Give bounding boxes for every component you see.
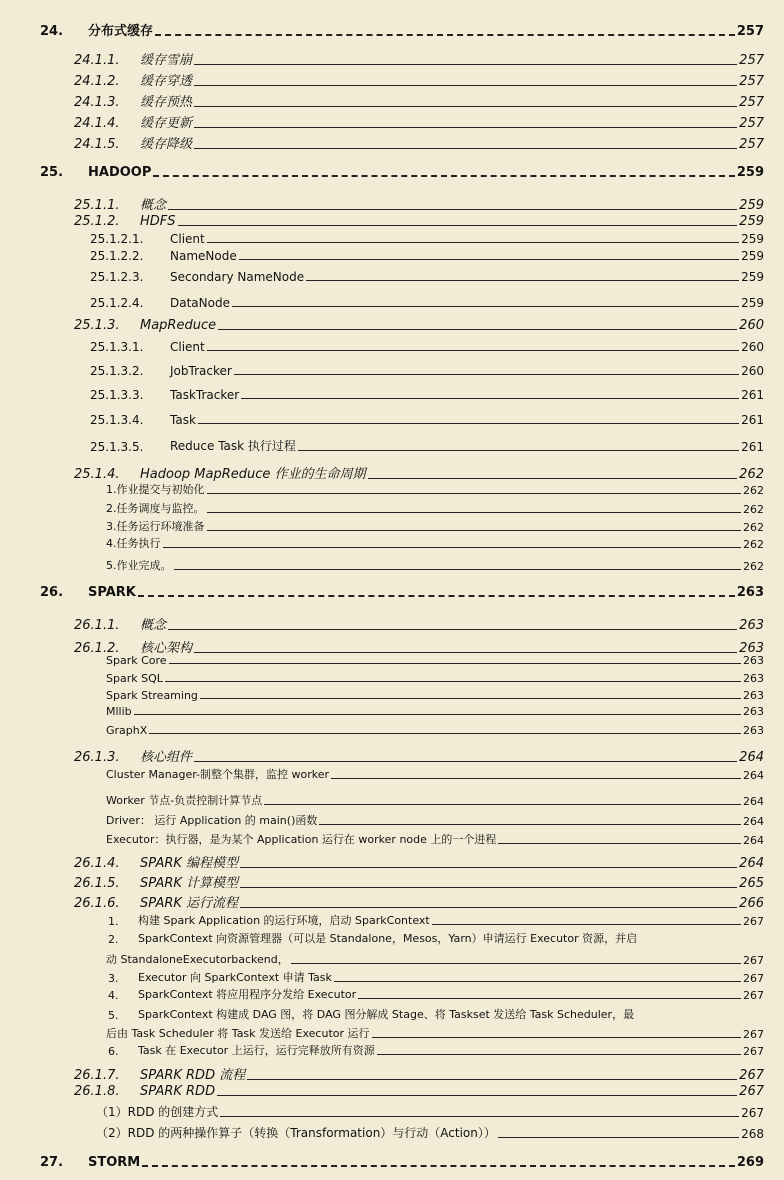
toc-entry-number: 3. — [108, 972, 119, 985]
toc-entry-title: Executor 向 SparkContext 申请 Task — [138, 971, 332, 984]
toc-page-number: 267 — [743, 915, 764, 928]
toc-entry-title: Cluster Manager-制整个集群，监控 worker — [106, 768, 330, 781]
toc-leader-line — [207, 512, 742, 513]
toc-page-number: 259 — [736, 165, 764, 180]
toc-entry-number: 4. — [108, 989, 119, 1002]
toc-entry-number: 25.1.3. — [74, 318, 120, 333]
toc-leader-line — [155, 34, 735, 36]
toc-page-number: 262 — [743, 521, 764, 534]
toc-entry-number: 26.1.5. — [74, 876, 120, 891]
toc-entry-number: 1. — [108, 915, 119, 928]
toc-entry[interactable] — [0, 194, 784, 213]
toc-entry-number: 26.1.1. — [74, 618, 120, 633]
toc-entry[interactable] — [0, 724, 784, 737]
toc-entry-number: 5. — [108, 1009, 119, 1022]
toc-page-number: 259 — [739, 214, 764, 229]
toc-leader-line — [306, 280, 739, 281]
toc-entry[interactable] — [0, 831, 784, 847]
toc-entry-number: 2. — [108, 933, 119, 946]
toc-entry[interactable] — [0, 892, 784, 911]
toc-entry[interactable] — [0, 249, 784, 263]
toc-entry-number: 25.1.2.2. — [90, 249, 144, 263]
toc-leader-line — [134, 714, 741, 715]
toc-entry-title: SPARK 计算模型 — [140, 876, 239, 891]
toc-entry[interactable] — [0, 912, 784, 928]
toc-entry[interactable] — [0, 535, 784, 551]
toc-leader-line — [247, 1079, 737, 1080]
toc-page-number: 257 — [739, 53, 764, 68]
toc-page-number: 262 — [743, 484, 764, 497]
toc-entry-number: 6. — [108, 1045, 119, 1058]
toc-leader-line — [207, 350, 739, 351]
toc-leader-line — [264, 804, 741, 805]
toc-entry-title: TaskTracker — [170, 388, 240, 402]
toc-entry-title: MapReduce — [140, 318, 217, 333]
toc-leader-line — [165, 681, 741, 682]
toc-entry[interactable] — [0, 951, 784, 967]
toc-page-number: 257 — [739, 116, 764, 131]
toc-page-number: 264 — [739, 750, 764, 765]
toc-leader-line — [200, 698, 741, 699]
toc-leader-line — [291, 963, 741, 964]
toc-entry[interactable] — [0, 20, 784, 39]
toc-entry-number: 27. — [40, 1155, 64, 1170]
toc-leader-line — [217, 1095, 737, 1096]
toc-leader-line — [234, 374, 739, 375]
toc-entry-number: 26.1.2. — [74, 641, 120, 656]
toc-page-number: 268 — [741, 1127, 764, 1141]
toc-entry-number: 26.1.7. — [74, 1068, 120, 1083]
toc-entry-title: Mllib — [106, 705, 132, 718]
toc-entry[interactable] — [0, 165, 784, 180]
toc-leader-line — [194, 106, 737, 107]
toc-page-number: 262 — [743, 538, 764, 551]
toc-entry[interactable] — [0, 91, 784, 110]
toc-entry[interactable] — [0, 1025, 784, 1041]
toc-entry[interactable] — [0, 463, 784, 482]
toc-leader-line — [194, 148, 737, 149]
toc-entry-title: GraphX — [106, 724, 148, 737]
toc-entry[interactable] — [0, 1124, 784, 1141]
toc-leader-line — [149, 733, 741, 734]
toc-page-number: 265 — [739, 876, 764, 891]
toc-entry[interactable] — [0, 318, 784, 333]
toc-page-number: 263 — [743, 689, 764, 702]
toc-page-number: 263 — [736, 585, 764, 600]
toc-entry-number: 26.1.4. — [74, 856, 120, 871]
toc-page-number: 257 — [739, 95, 764, 110]
toc-entry[interactable] — [0, 930, 784, 946]
toc-entry-number: 25.1.3.1. — [90, 340, 144, 354]
toc-leader-line — [194, 85, 737, 86]
toc-entry-title: Task — [170, 413, 196, 427]
toc-page-number: 260 — [741, 364, 764, 378]
toc-entry[interactable] — [0, 654, 784, 667]
toc-entry-title: 缓存更新 — [140, 116, 193, 131]
toc-page-number: 267 — [743, 954, 764, 967]
toc-page-number: 267 — [741, 1106, 764, 1120]
toc-entry-title: 2.任务调度与监控。 — [106, 502, 205, 515]
toc-page-number: 261 — [741, 440, 764, 454]
toc-leader-line — [372, 1037, 742, 1038]
toc-leader-line — [218, 329, 737, 330]
toc-entry-title: SparkContext 构建成 DAG 图，将 DAG 图分解成 Stage、将 Taskset 发送给 Task Scheduler，最 — [138, 1008, 635, 1021]
toc-entry-title: SPARK RDD — [140, 1084, 216, 1099]
toc-page-number: 259 — [741, 232, 764, 246]
toc-leader-line — [142, 1165, 735, 1167]
toc-entry-title: 缓存穿透 — [140, 74, 193, 89]
toc-entry[interactable] — [0, 296, 784, 310]
toc-entry[interactable] — [0, 364, 784, 378]
toc-entry[interactable] — [0, 1103, 784, 1120]
toc-entry-title: 分布式缓存 — [88, 24, 154, 39]
toc-entry-title: Spark Core — [106, 654, 167, 667]
toc-leader-line — [194, 127, 737, 128]
toc-page-number: 259 — [741, 270, 764, 284]
toc-entry[interactable] — [0, 49, 784, 68]
toc-leader-line — [168, 629, 737, 630]
toc-entry[interactable] — [0, 270, 784, 284]
toc-entry-title: SPARK 编程模型 — [140, 856, 239, 871]
toc-entry-number: 25. — [40, 165, 64, 180]
toc-entry-number: 25.1.2. — [74, 214, 120, 229]
toc-entry[interactable] — [0, 340, 784, 354]
toc-entry[interactable] — [0, 812, 784, 828]
toc-leader-line — [207, 493, 742, 494]
toc-entry[interactable] — [0, 388, 784, 402]
toc-entry[interactable] — [0, 413, 784, 427]
toc-leader-line — [498, 843, 741, 844]
toc-page-number: 263 — [739, 618, 764, 633]
toc-entry-title: 缓存预热 — [140, 95, 193, 110]
toc-leader-line — [240, 867, 737, 868]
toc-leader-line — [240, 907, 737, 908]
toc-entry-title: 缓存降级 — [140, 137, 193, 152]
toc-entry-title: SparkContext 向资源管理器（可以是 Standalone，Mesos，Yarn）申请运行 Executor 资源，并启 — [138, 932, 638, 945]
toc-entry-title: STORM — [88, 1155, 141, 1170]
toc-leader-line — [207, 530, 742, 531]
toc-page-number: 262 — [743, 560, 764, 573]
toc-entry[interactable] — [0, 557, 784, 573]
toc-page-number: 263 — [743, 705, 764, 718]
toc-entry-number: 24.1.1. — [74, 53, 120, 68]
toc-entry-number: 26.1.6. — [74, 896, 120, 911]
toc-page-number: 264 — [743, 769, 764, 782]
toc-page-number: 269 — [736, 1155, 764, 1170]
toc-page-number: 264 — [739, 856, 764, 871]
toc-entry[interactable] — [0, 1084, 784, 1099]
toc-entry-title: Worker 节点-负责控制计算节点 — [106, 794, 263, 807]
toc-entry-title: Task 在 Executor 上运行，运行完释放所有资源 — [138, 1044, 375, 1057]
toc-entry-number: 26.1.8. — [74, 1084, 120, 1099]
toc-entry-number: 25.1.1. — [74, 198, 120, 213]
toc-page-number: 267 — [739, 1068, 764, 1083]
toc-entry-title: 3.任务运行环境准备 — [106, 520, 205, 533]
toc-page-number: 259 — [741, 296, 764, 310]
toc-page-number: 267 — [743, 989, 764, 1002]
toc-leader-line — [220, 1116, 739, 1117]
toc-page-number: 267 — [743, 1028, 764, 1041]
toc-entry-title: （1）RDD 的创建方式 — [96, 1105, 219, 1119]
toc-entry-title: 4.任务执行 — [106, 537, 161, 550]
toc-entry[interactable] — [0, 214, 784, 229]
toc-page-number: 264 — [743, 834, 764, 847]
toc-entry-title: 后由 Task Scheduler 将 Task 发送给 Executor 运行 — [106, 1027, 370, 1040]
toc-page-number: 260 — [739, 318, 764, 333]
toc-entry-title: SparkContext 将应用程序分发给 Executor — [138, 988, 357, 1001]
toc-entry[interactable] — [0, 689, 784, 702]
toc-entry-number: 25.1.3.2. — [90, 364, 144, 378]
toc-entry-title: HDFS — [140, 214, 176, 229]
toc-entry-title: NameNode — [170, 249, 237, 263]
toc-leader-line — [194, 64, 737, 65]
toc-entry-title: Spark SQL — [106, 672, 163, 685]
toc-page-number: 259 — [739, 198, 764, 213]
toc-entry-number: 25.1.4. — [74, 467, 120, 482]
toc-page-number: 263 — [743, 724, 764, 737]
toc-leader-line — [194, 761, 737, 762]
toc-entry-title: 1.作业提交与初始化 — [106, 483, 205, 496]
toc-leader-line — [319, 824, 741, 825]
toc-leader-line — [377, 1054, 741, 1055]
toc-page-number: 264 — [743, 795, 764, 808]
toc-entry-title: 动 StandaloneExecutorbackend， — [106, 953, 289, 966]
toc-entry[interactable] — [0, 437, 784, 454]
toc-entry-title: 5.作业完成。 — [106, 559, 172, 572]
toc-entry-title: Reduce Task 执行过程 — [170, 439, 296, 453]
toc-leader-line — [298, 450, 739, 451]
toc-leader-line — [163, 547, 742, 548]
toc-entry-number: 25.1.2.3. — [90, 270, 144, 284]
toc-entry-title: DataNode — [170, 296, 230, 310]
toc-entry-title: HADOOP — [88, 165, 152, 180]
toc-page-number: 263 — [743, 654, 764, 667]
toc-page-number: 266 — [739, 896, 764, 911]
toc-leader-line — [432, 924, 741, 925]
toc-entry[interactable] — [0, 766, 784, 782]
toc-entry[interactable] — [0, 792, 784, 808]
toc-entry-title: Client — [170, 232, 205, 246]
toc-entry-number: 24.1.4. — [74, 116, 120, 131]
toc-entry[interactable] — [0, 500, 784, 516]
toc-page-number: 267 — [743, 1045, 764, 1058]
toc-page-number: 262 — [739, 467, 764, 482]
toc-leader-line — [198, 423, 739, 424]
toc-entry-title: SPARK RDD 流程 — [140, 1068, 246, 1083]
toc-entry[interactable] — [0, 70, 784, 89]
toc-entry[interactable] — [0, 969, 784, 985]
toc-entry-title: SPARK — [88, 585, 136, 600]
toc-leader-line — [241, 398, 739, 399]
toc-leader-line — [174, 569, 742, 570]
toc-entry[interactable] — [0, 1042, 784, 1058]
toc-entry-title: 核心组件 — [140, 750, 193, 765]
toc-entry[interactable] — [0, 1064, 784, 1083]
toc-leader-line — [331, 778, 741, 779]
toc-page-number: 264 — [743, 815, 764, 828]
toc-page-number: 257 — [736, 24, 764, 39]
toc-page-number: 267 — [739, 1084, 764, 1099]
toc-entry-number: 25.1.3.4. — [90, 413, 144, 427]
toc-entry-number: 24.1.5. — [74, 137, 120, 152]
toc-page-number: 261 — [741, 413, 764, 427]
toc-leader-line — [169, 663, 741, 664]
toc-page-number: 261 — [741, 388, 764, 402]
toc-page-number: 262 — [743, 503, 764, 516]
toc-entry-title: SPARK 运行流程 — [140, 896, 239, 911]
toc-entry[interactable] — [0, 585, 784, 600]
toc-page-number: 263 — [743, 672, 764, 685]
toc-entry-number: 24. — [40, 24, 64, 39]
toc-entry-number: 25.1.3.5. — [90, 440, 144, 454]
toc-entry-title: JobTracker — [170, 364, 232, 378]
toc-entry-title: 缓存雪崩 — [140, 53, 193, 68]
toc-entry[interactable] — [0, 852, 784, 871]
toc-entry-title: 构建 Spark Application 的运行环境，启动 SparkContext — [138, 914, 430, 927]
toc-leader-line — [153, 175, 734, 177]
toc-entry-title: Executor：执行器，是为某个 Application 运行在 worker node 上的一个进程 — [106, 833, 497, 846]
toc-entry-title: Client — [170, 340, 205, 354]
toc-leader-line — [138, 595, 735, 597]
toc-entry-number: 25.1.2.1. — [90, 232, 144, 246]
toc-leader-line — [239, 259, 739, 260]
toc-leader-line — [498, 1137, 739, 1138]
toc-leader-line — [207, 242, 739, 243]
toc-entry-number: 25.1.2.4. — [90, 296, 144, 310]
toc-leader-line — [194, 652, 737, 653]
toc-entry[interactable] — [0, 872, 784, 891]
toc-leader-line — [240, 887, 737, 888]
toc-page-number: 267 — [743, 972, 764, 985]
toc-entry[interactable] — [0, 481, 784, 497]
toc-page-number: 257 — [739, 74, 764, 89]
toc-leader-line — [178, 225, 738, 226]
toc-page-number: 263 — [739, 641, 764, 656]
toc-leader-line — [334, 981, 741, 982]
toc-entry-number: 26.1.3. — [74, 750, 120, 765]
toc-entry[interactable] — [0, 232, 784, 246]
toc-entry[interactable] — [0, 1155, 784, 1170]
toc-entry[interactable] — [0, 705, 784, 718]
toc-page-number: 259 — [741, 249, 764, 263]
toc-entry[interactable] — [0, 614, 784, 633]
toc-entry-title: （2）RDD 的两种操作算子（转换（Transformation）与行动（Action）） — [96, 1126, 496, 1140]
toc-entry-number: 24.1.3. — [74, 95, 120, 110]
toc-leader-line — [232, 306, 739, 307]
toc-entry-title: Secondary NameNode — [170, 270, 305, 284]
toc-entry-number: 25.1.3.3. — [90, 388, 144, 402]
toc-entry[interactable] — [0, 133, 784, 152]
toc-entry[interactable] — [0, 112, 784, 131]
toc-leader-line — [368, 478, 738, 479]
toc-entry-number: 24.1.2. — [74, 74, 120, 89]
toc-entry[interactable] — [0, 986, 784, 1002]
toc-entry[interactable] — [0, 672, 784, 685]
toc-entry-number: 26. — [40, 585, 64, 600]
toc-entry-title: 核心架构 — [140, 641, 193, 656]
toc-entry-title: Spark Streaming — [106, 689, 198, 702]
toc-entry[interactable] — [0, 518, 784, 534]
toc-entry-title: 概念 — [140, 618, 167, 633]
toc-entry-title: Driver： 运行 Application 的 main()函数 — [106, 814, 318, 827]
toc-entry[interactable] — [0, 746, 784, 765]
toc-entry-title: Hadoop MapReduce 作业的生命周期 — [140, 467, 366, 482]
toc-entry-title: 概念 — [140, 198, 167, 213]
toc-entry[interactable] — [0, 1006, 784, 1022]
toc-leader-line — [168, 209, 737, 210]
toc-page-number: 257 — [739, 137, 764, 152]
toc-leader-line — [358, 998, 741, 999]
toc-page-number: 260 — [741, 340, 764, 354]
